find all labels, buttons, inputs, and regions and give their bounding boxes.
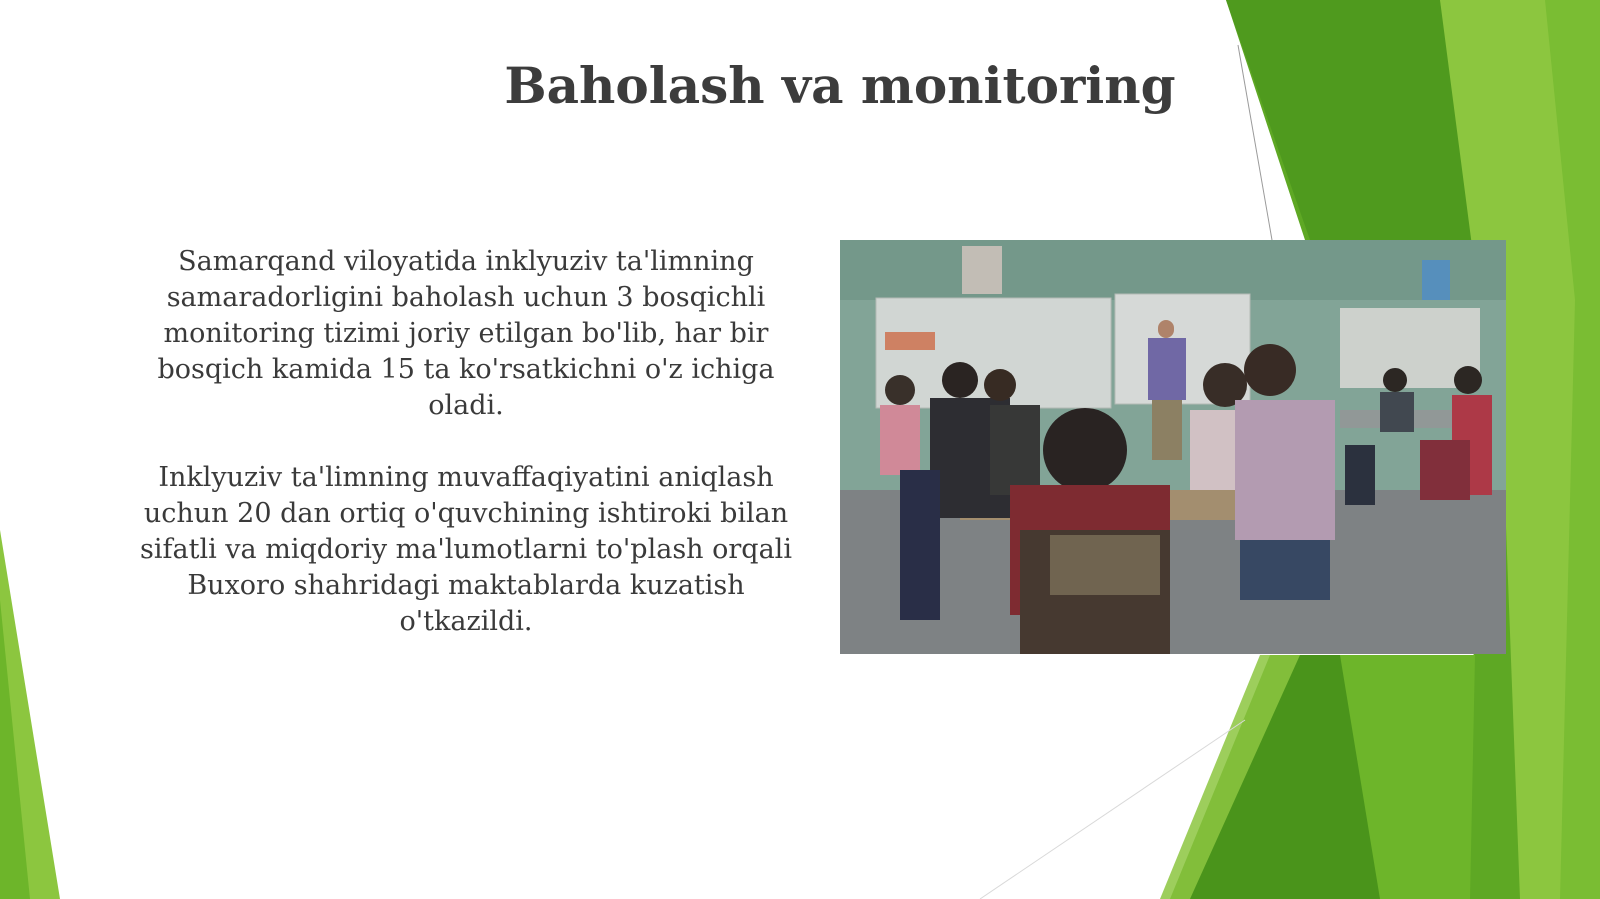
slide-title: Baholash va monitoring [504,56,1176,115]
body-paragraph: Samarqand viloyatida inklyuziv ta'limning samaradorligini baholash uchun 3 bosqichli monitoring tizimi joriy etilgan bo'lib, har bir bosqich kamida 15 ta ko'rsatkichni o'z ichiga oladi. [157,246,775,421]
classroom-photo [840,240,1506,654]
slide-body [118,244,814,676]
body-paragraph: Inklyuziv ta'limning muvaffaqiyatini aniqlash uchun 20 dan ortiq o'quvchining ishtiroki bilan sifatli va miqdoriy ma'lumotlarni to'plash orqali Buxoro shahridagi maktablarda kuzatish o'tkazildi. [140,462,792,637]
